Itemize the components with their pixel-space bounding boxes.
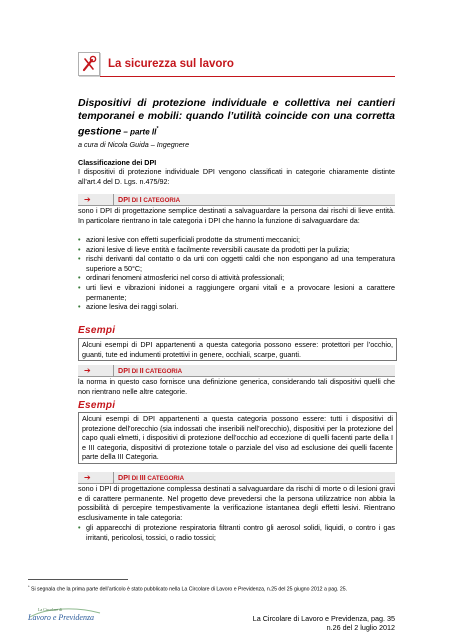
- list-item: • azioni lesive di lieve entità e facilmente reversibili causate da prodotti per la pulizia;: [78, 245, 395, 255]
- footnote-marker: *: [28, 584, 30, 589]
- article-title-text: Dispositivi di protezione individuale e collettiva nei cantieri temporanei e mobili: quando l’utilità coincide con una corretta gestione: [78, 97, 395, 138]
- footnote: [28, 583, 395, 594]
- category-bar-2: [78, 365, 395, 377]
- footer-publication: La Circolare di Lavoro e Previdenza, pag. 35: [252, 614, 395, 623]
- list-item: • ordinari fenomeni atmosferici nel corso di attività professionali;: [78, 273, 395, 283]
- article-author: a cura di Nicola Guida – Ingegnere: [78, 140, 190, 149]
- examples-heading-1: Esempi: [78, 325, 116, 336]
- category-1-text: sono i DPI di progettazione semplice destinati a salvaguardare la persona dai rischi di lieve entità. In particolare rientrano in tale categoria i DPI che hanno la funzione di salvaguardare da:: [78, 206, 395, 225]
- arrow-right-icon: ➔: [84, 366, 91, 375]
- footnote-text: Si segnala che la prima parte dell’articolo è stato pubblicato nella La Circolare di Lavoro e Previdenza, n.25 del 25 giugno 2012 a pag. 25.: [29, 586, 348, 593]
- category-bar-3: [78, 472, 395, 484]
- category-3-text: sono i DPI di progettazione complessa destinati a salvaguardare da rischi di morte o di lesioni gravi e di carattere permanente. Nel progetto deve prevedersi che la persona utilizzatrice non abbia la possibilità di percepire tempestivamente la verificazione istantanea degli effetti lesivi. Rientrano esclusivamente in tale categoria:: [78, 484, 395, 522]
- list-item: • azioni lesive con effetti superficiali prodotte da strumenti meccanici;: [78, 235, 395, 245]
- list-item: • azione lesiva dei raggi solari.: [78, 302, 395, 312]
- category-2-text: la norma in questo caso fornisce una definizione generica, considerando tali dispositivi quelli che non rientrano nelle altre categorie.: [78, 377, 395, 396]
- header-divider: [100, 76, 395, 77]
- example-box-1: Alcuni esempi di DPI appartenenti a questa categoria possono essere: protettori per l’occhio, guanti, tute ed indumenti protettivi in genere, occhiali, scarpe, guanti.: [78, 338, 397, 361]
- category-3-bullets: [78, 523, 395, 542]
- article-title-suffix: – parte II: [121, 127, 157, 137]
- list-item: • gli apparecchi di protezione respiratoria filtranti contro gli aerosol solidi, liquidi, o contro i gas irritanti, pericolosi, tossici, o radio tossici;: [78, 523, 395, 542]
- category-label-3: DPI DI III CATEGORIA: [113, 472, 184, 484]
- list-item: • urti lievi e vibrazioni inidonei a raggiungere organi vitali e a provocare lesioni a carattere permanente;: [78, 283, 395, 302]
- category-1-bullets: [78, 235, 395, 312]
- page-footer: [253, 614, 395, 633]
- examples-heading-2: Esempi: [78, 400, 116, 411]
- section-header-title: La sicurezza sul lavoro: [108, 58, 234, 70]
- footnote-marker: *: [156, 126, 159, 133]
- arrow-right-icon: ➔: [84, 473, 91, 482]
- example-box-2: Alcuni esempi di DPI appartenenti a questa categoria possono essere: tutti i dispositivi di protezione dell’orecchio (sia indossati che inseribili nell’orecchio), dispositivi per la protezione del capo quali elmetti, i dispositivi di protezione dell’occhio ad eccezione di quelli facenti parte della I e III categoria, dispositivi di protezione totale o parziale del viso ad esclusione dei quelli facente parte della III Categoria.: [78, 412, 397, 464]
- arrow-right-icon: ➔: [84, 195, 91, 204]
- footer-issue: n.26 del 2 luglio 2012: [326, 623, 395, 633]
- article-title: [78, 97, 395, 139]
- footnote-divider: [28, 579, 128, 580]
- publication-logo: La Circolare di Lavoro e Previdenza: [28, 605, 102, 627]
- category-label-2: DPI DI II CATEGORIA: [113, 365, 182, 377]
- section-heading: Classificazione dei DPI: [78, 158, 157, 167]
- category-bar-1: [78, 194, 395, 206]
- tools-icon: [78, 52, 100, 76]
- intro-paragraph: I dispositivi di protezione individuale DPI vengono classificati in categorie chiaramente distinte all’art.4 del D. Lgs. n.475/92:: [78, 167, 395, 186]
- list-item: • rischi derivanti dal contatto o da urti con oggetti caldi che non espongano ad una temperatura superiore a 50°C;: [78, 254, 395, 273]
- category-label-1: DPI DI I CATEGORIA: [113, 194, 180, 206]
